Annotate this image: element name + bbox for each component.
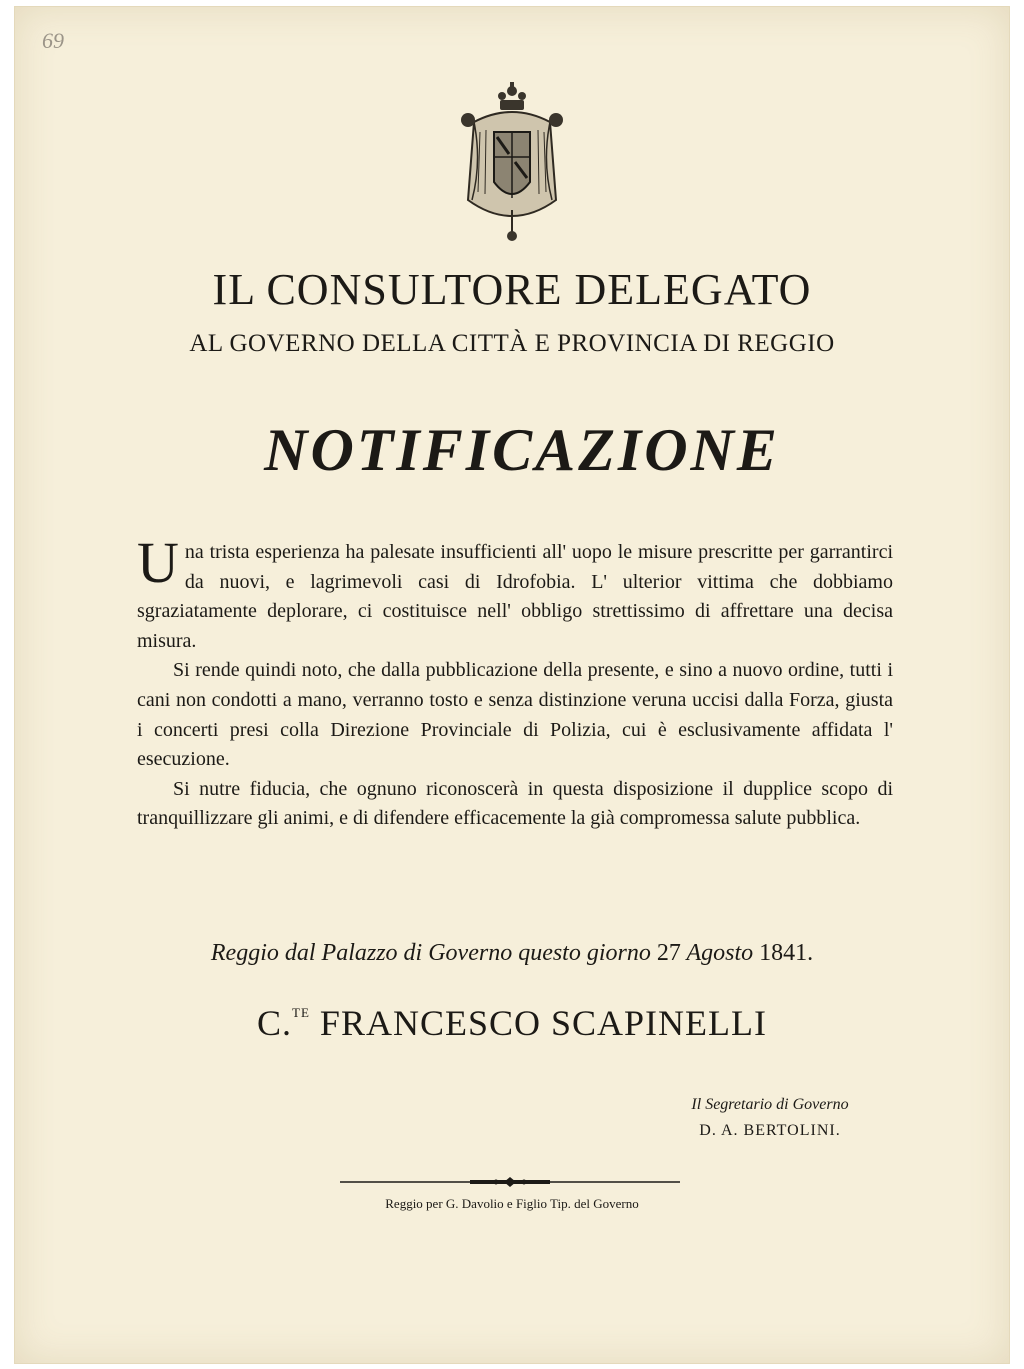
header-subtitle: AL GOVERNO DELLA CITTÀ E PROVINCIA DI REGGIO [189, 330, 835, 357]
dateline [0, 940, 1024, 967]
printer-imprint: Reggio per G. Davolio e Figlio Tip. del Governo [385, 1196, 639, 1211]
dateline-month: Agosto [686, 940, 754, 966]
secretary-role: Il Segretario di Governo [691, 1096, 849, 1113]
dateline-place: Reggio dal Palazzo di Governo questo giorno [210, 940, 651, 966]
secretary-block [640, 1092, 900, 1144]
paragraph-1 [137, 530, 893, 656]
signatory-prefix: C. [257, 1003, 293, 1043]
dateline-year: 1841. [759, 940, 814, 966]
secretary-name: D. A. BERTOLINI. [699, 1122, 841, 1139]
notice-body [137, 530, 893, 834]
paragraph-1-text: na trista esperienza ha palesate insufficienti all' uopo le misure prescritte per garrantirci da nuovi, e lagrimevoli casi di Idrofobia. L' ulterior vittima che dobbiamo sgraziatamente deplorare, ci costituisce nell' obbligo strettissimo di affrettare una decisa misura. [137, 541, 893, 652]
archive-number: 69 [42, 28, 64, 53]
header-title: IL CONSULTORE DELEGATO [212, 265, 812, 314]
drop-cap: U [137, 530, 179, 595]
signatory-name: FRANCESCO SCAPINELLI [319, 1003, 767, 1043]
paragraph-2: Si rende quindi noto, che dalla pubblicazione della presente, e sino a nuovo ordine, tutti i cani non condotti a mano, verranno tosto e senza distinzione veruna uccisi dalla Forza, giusta i concerti presi colla Direzione Provinciale di Polizia, cui è esclusivamente affidata l' esecuzione. [137, 659, 893, 771]
coat-of-arms-icon [452, 82, 572, 244]
ornamental-rule-icon [340, 1176, 680, 1188]
signatory-prefix-sup: TE [292, 1005, 310, 1020]
dateline-day: 27 [656, 940, 681, 966]
signature [0, 1002, 1024, 1044]
paragraph-3: Si nutre fiducia, che ognuno riconoscerà in questa disposizione il dupplice scopo di tranquillizzare gli animi, e di difendere efficacemente la già compromessa salute pubblica. [137, 777, 893, 830]
document-heading: NOTIFICAZIONE [264, 417, 780, 483]
